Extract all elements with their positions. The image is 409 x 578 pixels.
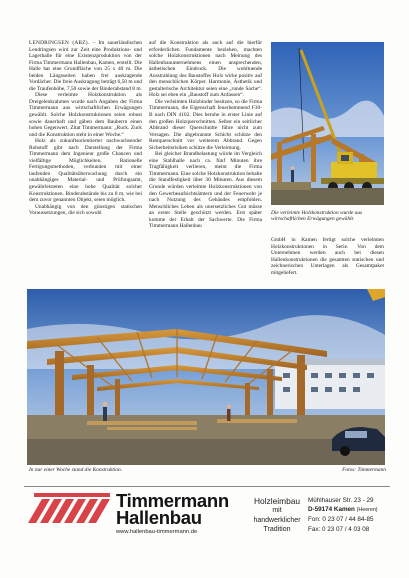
ad-fax: Fax: 0 23 07 / 4 03 08 bbox=[308, 525, 370, 533]
photo-credit: Fotos: Timmermann bbox=[342, 467, 386, 473]
ad-phone: Fon: 0 23 07 / 44 84-85 bbox=[308, 516, 374, 524]
article-paragraph: GmbH in Kamen fertigt solche verleimten Holzkonstruktionen in Serie. Von dem Unternehmen werden auch bei diesen Hallenkonstruktionen die gesamten statischen und zeichnerischen Unterlagen als Gesamtpaket mitgeliefert. bbox=[271, 237, 384, 276]
article-paragraph: Die verleimten Holzbinder besitzen, so die Firma Timmermann, die Eigenschaft feuerhemmend F30-B nach DIN 4102. Dies beruhe in erster Linie auf den großen Holzquerschnitten. Selbst ein seitlicher Abbrand dieser Querschnitte führe nicht zum Versagen. Die abgebrannte Schicht schütze den Restquerschnitt vor weiterem Abbrand. Gegen Sicherheitsrisiken schütze die Verleimung. bbox=[149, 98, 262, 151]
article-paragraph: Bei gleicher Brandbelastung würde im Vergleich eine Stahlhalle nach ca. fünf Minuten ihre Tragfähigkeit verlieren, meint die Firma Timmermann. Eine solche Holzkonstruktion behalte die Standfestigkeit über 30 Minuten. Aus diesem Grunde würden verleimte Holzkonstruktionen von den Gewerbeaufsichtsämtern und der Feuerwehr je nach Nutzung des Gebäudes empfohlen. Menschliches Leben als unersetzliches Gut müsse an erster Stelle geschützt werden. Erst später komme der Erhalt der Sachwerte. Die Firma Timmermann Hallenbau bbox=[149, 151, 262, 230]
ad-website-link[interactable]: www.hallenbau-timmermann.de bbox=[116, 529, 198, 535]
crane-photo-image bbox=[271, 42, 384, 205]
article-paragraph: auf die Konstruktion als auch auf die hierfür erforderlichen Fundamente beziehen, machten solche Holzkonstruktionen nach Meinung des Hallenbauunternehmens einen ansprechenden, ästhetischen Eindruck. Die wohltuende Ausstrahlung des Baustoffes Holz wirke positiv auf den menschlichen Körper. Harmonie, Ästhetik und gestalterische Architektur seien eine „runde Sache“. Holz sei eben ein „Baustoff zum Anfassen“. bbox=[149, 40, 262, 99]
ad-street: Mühlhauser Str. 23 - 29 bbox=[308, 497, 374, 504]
article-column-1 bbox=[29, 40, 142, 217]
article-paragraph: Unabhängig von den günstigen statischen Voraussetzungen, die sich sowohl bbox=[29, 203, 142, 217]
article-column-3 bbox=[271, 237, 384, 276]
hall-photo-image bbox=[27, 289, 385, 465]
timmermann-advertisement bbox=[24, 486, 390, 547]
timmermann-logo-icon bbox=[28, 493, 112, 523]
article-paragraph: Diese verleimte Holzkonstruktion als Dreigelenkrahmen wurde nach Angaben der Firma Timmermann aus wirtschaftlichen Erwägungen gewählt. Solche Holzkonstruktionen seien robust sowie dauerhaft und gäben dem Bauherrn einen hohen Gegenwert. Zitat Timmermann: „Ruck. Zuck und die Konstruktion steht in einer Woche.“ bbox=[29, 92, 142, 138]
article-paragraph: Holz als zukunftsorientierter nachwachsender Rohstoff gibt nach Darstellung der Firma Timmermann dem Ingenieur große Chancen und vielfältige Möglichkeiten. Rationelle Fertigungsmethoden, verbunden mit einer laufenden Qualitätsüberwachung durch ein unabhängiges Material- und Prüfungsamt, gewährleisteten eine hohe Qualität solcher Konstruktionen. Binderabstände bis zu 8 m, wie bei dem zuvor genannten Objekt, seien möglich. bbox=[29, 138, 142, 204]
crane-photo-caption: Die verleimte Holzkonstruktion wurde aus wirtschaftlichen Erwägungen gewählt. bbox=[271, 210, 363, 223]
article-paragraph: LENDRINGSEN (ABZ). – Im sauerländischen Lendringsen wird zur Zeit eine Produktions- und Lagerhalle für eine Existenzproduktion von der Firma Timmermann Hallenbau, Kamen, erstellt. Die Halle hat eine Grundfläche von 25 x 40 m. Die beiden Längsseiten haben frei auskragende Vordächer. Die freie Auskragung beträgt 6,50 m und die Traufenhöhe, 7,50 sowie der Binderabstand 8 m. bbox=[29, 40, 142, 92]
article-column-2 bbox=[149, 40, 262, 230]
timber-hall-photo bbox=[27, 289, 385, 465]
ad-tagline: Holzleimbau mit handwerklicher Tradition bbox=[253, 496, 301, 534]
ad-address bbox=[308, 496, 394, 534]
hall-photo-caption: In nur einer Woche stand die Konstruktion. bbox=[29, 467, 123, 473]
ad-brand-name: Timmermann Hallenbau bbox=[116, 490, 229, 528]
article-dateline: LENDRINGSEN (ABZ). bbox=[29, 40, 90, 46]
crane-construction-photo bbox=[271, 42, 384, 205]
ad-city: D-59174 Kamen (Heeren) bbox=[308, 506, 378, 514]
